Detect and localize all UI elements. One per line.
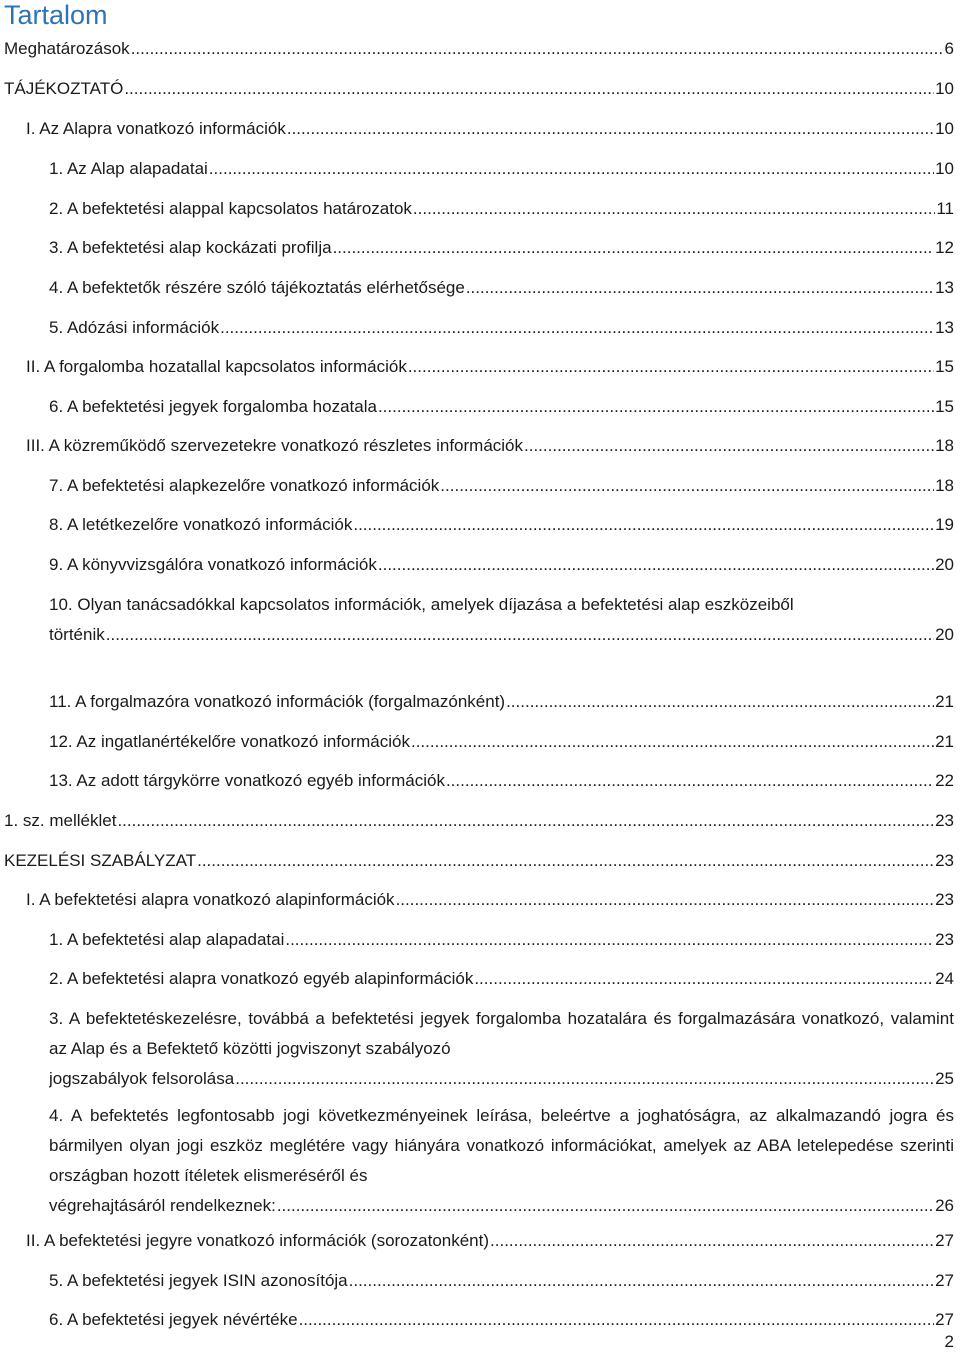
leader-dots [408, 352, 934, 382]
toc-entry-text: I. Az Alapra vonatkozó információk [26, 119, 286, 138]
toc-entry-page: 15 [935, 397, 954, 416]
toc-entry-text: 2. A befektetési alappal kapcsolatos határozatok [49, 199, 412, 218]
toc-entry-text: 2. A befektetési alapra vonatkozó egyéb alapinformációk [49, 969, 474, 988]
toc-entry[interactable] [4, 74, 954, 104]
leader-dots [349, 1266, 934, 1296]
toc-entry-text: 4. A befektetők részére szóló tájékoztatás elérhetősége [49, 278, 465, 297]
toc-entry-text: 3. A befektetési alap kockázati profilja [49, 238, 332, 257]
toc-entry[interactable] [49, 313, 954, 343]
toc-entry-text: 1. sz. melléklet [4, 811, 117, 830]
leader-dots [411, 727, 934, 757]
toc-entry[interactable] [26, 885, 954, 915]
leader-dots [131, 34, 944, 64]
toc-entry[interactable] [49, 550, 954, 580]
toc-entry-page: 25 [935, 1069, 954, 1088]
leader-dots [353, 510, 934, 540]
toc-entry[interactable] [49, 766, 954, 796]
leader-dots [440, 471, 934, 501]
toc-entry[interactable] [49, 392, 954, 422]
toc-entry[interactable] [49, 590, 954, 650]
toc-entry[interactable] [49, 154, 954, 184]
toc-entry-text: I. A befektetési alapra vonatkozó alapinformációk [26, 890, 395, 909]
leader-dots [209, 154, 934, 184]
toc-entry-text: II. A forgalomba hozatallal kapcsolatos információk [26, 357, 407, 376]
toc-entry-text: II. A befektetési jegyre vonatkozó információk (sorozatonként) [26, 1231, 490, 1250]
toc-entry-text-cont: jogszabályok felsorolása [49, 1069, 235, 1088]
toc-entry[interactable] [49, 925, 954, 955]
toc-entry[interactable] [49, 1305, 954, 1335]
leader-dots [106, 620, 934, 650]
toc-entry-page: 12 [935, 238, 954, 257]
toc-entry[interactable] [49, 510, 954, 540]
toc-entry-page: 13 [935, 278, 954, 297]
toc-entry-text: 5. A befektetési jegyek ISIN azonosítója [49, 1271, 348, 1290]
toc-entry-page: 23 [935, 811, 954, 830]
toc-entry-page: 23 [935, 890, 954, 909]
toc-entry-text: TÁJÉKOZTATÓ [4, 79, 124, 98]
toc-entry-text: 5. Adózási információk [49, 318, 220, 337]
leader-dots [413, 194, 935, 224]
toc-entry[interactable] [49, 233, 954, 263]
toc-entry-page: 11 [936, 199, 954, 218]
page-number: 2 [944, 1332, 954, 1351]
toc-entry-page: 18 [935, 476, 954, 495]
leader-dots [277, 1191, 934, 1221]
toc-entry[interactable] [4, 34, 954, 64]
toc-entry-page: 6 [944, 39, 954, 58]
toc-entry-page: 27 [935, 1271, 954, 1290]
toc-entry[interactable] [26, 431, 954, 461]
leader-dots [474, 964, 934, 994]
toc-entry[interactable] [49, 727, 954, 757]
leader-dots [396, 885, 935, 915]
toc-entry-text: 10. Olyan tanácsadókkal kapcsolatos információk, amelyek díjazása a befektetési alap eszközeiből [49, 595, 794, 614]
toc-entry-page: 13 [935, 318, 954, 337]
leader-dots [506, 687, 934, 717]
leader-dots [378, 392, 934, 422]
toc-entry[interactable] [49, 273, 954, 303]
toc-entry-page: 23 [935, 930, 954, 949]
leader-dots [378, 550, 934, 580]
toc-entry-page: 19 [935, 515, 954, 534]
toc-entry[interactable] [49, 1266, 954, 1296]
toc-entry[interactable] [4, 846, 954, 876]
leader-dots [299, 1305, 935, 1335]
toc-entry-text-cont: történik [49, 625, 105, 644]
toc-entry[interactable] [49, 1101, 954, 1221]
toc-entry-text: 7. A befektetési alapkezelőre vonatkozó információk [49, 476, 440, 495]
leader-dots [524, 431, 934, 461]
leader-dots [333, 233, 935, 263]
leader-dots [124, 74, 934, 104]
toc-entry-page: 24 [935, 969, 954, 988]
toc-entry-page: 23 [935, 851, 954, 870]
toc-entry-text: 3. A befektetéskezelésre, továbbá a befektetési jegyek forgalomba hozatalára és forgalmazására vonatkozó, valamint az Alap és a Befektető közötti jogviszonyt szabályozó [49, 1009, 954, 1058]
toc-entry-page: 27 [935, 1231, 954, 1250]
toc-entry-page: 26 [935, 1196, 954, 1215]
toc-entry-text: 4. A befektetés legfontosabb jogi következményeinek leírása, beleértve a joghatóságra, az alkalmazandó jogra és bármilyen olyan jogi eszköz meglétére vagy hiányára vonatkozó információkat, amelyek az ABA letelepedése szerinti országban hozott ítéletek elismeréséről és [49, 1106, 954, 1185]
toc-entry[interactable] [26, 352, 954, 382]
toc-entry-text-cont: végrehajtásáról rendelkeznek: [49, 1196, 276, 1215]
toc-entry-page: 21 [935, 692, 954, 711]
toc-entry-page: 10 [935, 79, 954, 98]
toc-entry-text: 13. Az adott tárgykörre vonatkozó egyéb információk [49, 771, 445, 790]
toc-entry-text: 9. A könyvvizsgálóra vonatkozó információk [49, 555, 377, 574]
leader-dots [197, 846, 934, 876]
toc-entry-page: 20 [935, 625, 954, 644]
toc-entry-text: Meghatározások [4, 39, 130, 58]
toc-entry[interactable] [26, 114, 954, 144]
toc-entry-page: 22 [935, 771, 954, 790]
toc-entry-text: 1. Az Alap alapadatai [49, 159, 208, 178]
toc-entry[interactable] [49, 687, 954, 717]
toc-entry-text: III. A közreműködő szervezetekre vonatkozó részletes információk [26, 436, 524, 455]
toc-entry[interactable] [49, 964, 954, 994]
leader-dots [285, 925, 934, 955]
toc-entry[interactable] [26, 1226, 954, 1256]
toc-entry[interactable] [49, 471, 954, 501]
leader-dots [466, 273, 934, 303]
toc-entry-page: 20 [935, 555, 954, 574]
leader-dots [117, 806, 934, 836]
toc-entry-text: KEZELÉSI SZABÁLYZAT [4, 851, 197, 870]
toc-entry-text: 11. A forgalmazóra vonatkozó információk (forgalmazónként) [49, 692, 506, 711]
toc-entry-text: 12. Az ingatlanértékelőre vonatkozó információk [49, 732, 410, 751]
toc-entry-page: 15 [935, 357, 954, 376]
leader-dots [446, 766, 934, 796]
leader-dots [220, 313, 934, 343]
toc-entry-text: 6. A befektetési jegyek névértéke [49, 1310, 298, 1329]
toc-entry-page: 10 [935, 119, 954, 138]
toc-entry[interactable] [49, 194, 954, 224]
toc-entry-page: 10 [935, 159, 954, 178]
toc-title: Tartalom [4, 0, 108, 30]
toc-entry[interactable] [4, 806, 954, 836]
leader-dots [490, 1226, 934, 1256]
toc-entry-text: 1. A befektetési alap alapadatai [49, 930, 285, 949]
toc-entry-page: 21 [935, 732, 954, 751]
toc-entry-page: 18 [935, 436, 954, 455]
toc-entry-text: 6. A befektetési jegyek forgalomba hozatala [49, 397, 377, 416]
leader-dots [287, 114, 934, 144]
toc-entry-page: 27 [935, 1310, 954, 1329]
toc-entry-text: 8. A letétkezelőre vonatkozó információk [49, 515, 353, 534]
toc-entry[interactable] [49, 1004, 954, 1094]
leader-dots [235, 1064, 934, 1094]
